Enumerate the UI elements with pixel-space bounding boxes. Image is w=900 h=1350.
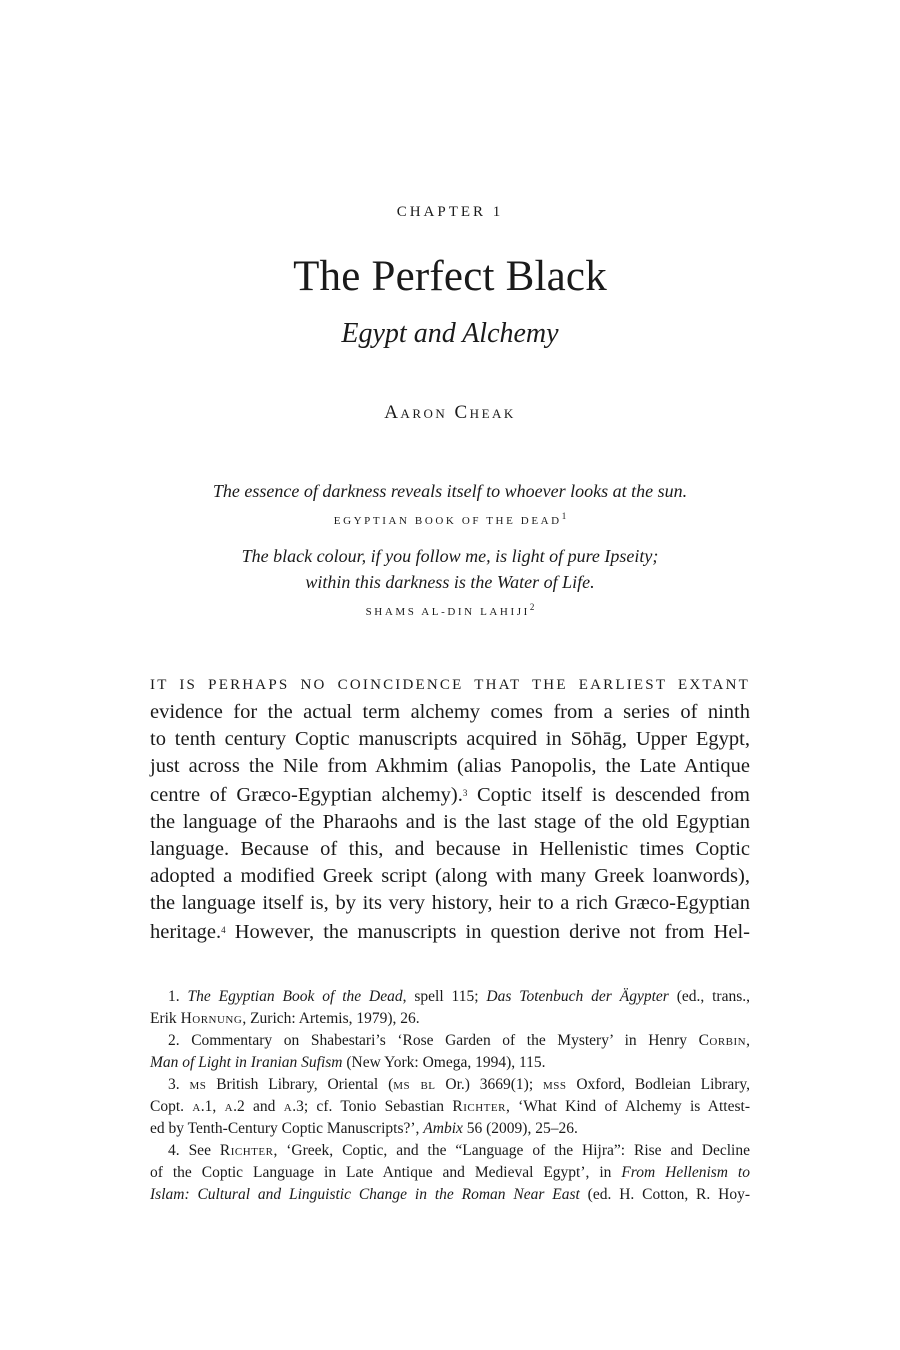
footnote-text: of the Coptic Language in Late Antique and Medieval Egypt’, in: [150, 1164, 622, 1181]
body-line: language. Because of this, and because in Hellenistic times Coptic: [150, 838, 750, 860]
footnote-author: Hornung: [180, 1010, 243, 1027]
footnote-number: 1.: [168, 988, 180, 1005]
footnote-text: Commentary on Shabestari’s ‘Rose Garden of the Mystery’ in Henry: [191, 1032, 699, 1049]
footnote-text: (ed., trans.,: [668, 988, 750, 1005]
footnote-abbrev: a: [283, 1098, 293, 1115]
body-line: adopted a modified Greek script (along with many Greek loanwords),: [150, 865, 750, 887]
footnote-text: , spell 115;: [402, 988, 487, 1005]
epigraph-source-text: EGYPTIAN BOOK OF THE DEAD: [333, 515, 562, 527]
body-line: the language itself is, by its very history, heir to a rich Græco-Egyptian: [150, 892, 750, 914]
footnote-text: .1,: [200, 1098, 225, 1115]
footnote-text: Oxford, Bodleian Library,: [566, 1076, 750, 1093]
footnote-1-line: [150, 986, 750, 1008]
footnote-text: .3; cf. Tonio Sebastian: [292, 1098, 453, 1115]
chapter-title: The Perfect Black: [293, 253, 607, 300]
epigraph-line: within this darkness is the Water of Life.: [305, 572, 595, 592]
footnote-text: ed by Tenth-Century Coptic Manuscripts?’,: [150, 1120, 424, 1137]
epigraph-source: [0, 597, 900, 622]
footnote-title: The Egyptian Book of the Dead: [187, 988, 403, 1005]
footnote-text: Erik: [150, 1010, 181, 1027]
body-line: the language of the Pharaohs and is the last stage of the old Egyptian: [150, 811, 750, 833]
footnote-number: 3.: [168, 1076, 180, 1093]
footnote-text: , ‘Greek, Coptic, and the “Language of the Hijra”: Rise and Decline: [273, 1142, 750, 1159]
body-line: just across the Nile from Akhmim (alias Panopolis, the Late Antique: [150, 755, 750, 777]
body-text: [150, 672, 750, 946]
footnote-text: See: [188, 1142, 220, 1159]
footnote-4-line: [150, 1184, 750, 1206]
footnote-text: Copt.: [150, 1098, 193, 1115]
footnote-ref: 3: [462, 788, 468, 798]
footnote-abbrev: a: [192, 1098, 201, 1115]
footnote-title: Islam: Cultural and Linguistic Change in the Roman Near East: [150, 1186, 580, 1203]
footnote-text: Or.) 3669(1);: [435, 1076, 543, 1093]
footnote-text: .2 and: [233, 1098, 284, 1115]
footnote-title: From Hellenism to: [621, 1164, 750, 1181]
body-text-run: Coptic itself is descended from: [467, 784, 750, 806]
footnote-title: Man of Light in Iranian Sufism: [150, 1054, 343, 1071]
body-line: [150, 780, 750, 809]
footnote-text: , Zurich: Artemis, 1979), 26.: [242, 1010, 420, 1027]
footnote-title: Das Totenbuch der Ägypter: [486, 988, 669, 1005]
body-lead-line: IT IS PERHAPS NO COINCIDENCE THAT THE EARLIEST EXTANT: [150, 677, 750, 693]
epigraph-source: [0, 506, 900, 531]
footnote-ref: 4: [221, 925, 226, 935]
footnote-abbrev: ms: [189, 1076, 207, 1093]
footnote-author: Richter: [452, 1098, 506, 1115]
footnote-title: Ambix: [423, 1120, 463, 1137]
footnote-ref: 1: [561, 511, 567, 521]
body-line: to tenth century Coptic manuscripts acquired in Sōhāg, Upper Egypt,: [150, 728, 750, 750]
footnote-abbrev: mss: [542, 1076, 567, 1093]
body-text-run: centre of Græco-Egyptian alchemy).: [150, 784, 463, 806]
footnote-2-line: [150, 1052, 750, 1074]
footnote-text: (ed. H. Cotton, R. Hoy-: [579, 1186, 750, 1203]
body-text-run: However, the manuscripts in question derive not from Hel-: [225, 921, 750, 943]
footnote-text: ,: [746, 1032, 751, 1049]
chapter-subtitle: Egypt and Alchemy: [341, 318, 559, 349]
body-line: [150, 917, 750, 946]
footnote-3-line: [150, 1096, 750, 1118]
footnote-3-line: [150, 1118, 750, 1140]
footnote-4-line: [150, 1140, 750, 1162]
footnote-3-line: [150, 1074, 750, 1096]
chapter-author: Aaron Cheak: [384, 402, 516, 423]
epigraph-line: The essence of darkness reveals itself to whoever looks at the sun.: [212, 481, 688, 501]
epigraph-1: [0, 478, 900, 531]
epigraphs: [0, 478, 900, 622]
footnote-author: Corbin: [698, 1032, 747, 1049]
footnote-abbrev: ms bl: [393, 1076, 436, 1093]
footnote-4-line: [150, 1162, 750, 1184]
footnote-number: 2.: [168, 1032, 180, 1049]
footnote-text: (New York: Omega, 1994), 115.: [342, 1054, 546, 1071]
epigraph-2: [0, 543, 900, 622]
footnotes: [150, 986, 750, 1206]
footnote-author: Richter: [219, 1142, 274, 1159]
footnote-ref: 2: [529, 602, 535, 612]
epigraph-line: The black colour, if you follow me, is light of pure Ipseity;: [241, 546, 659, 566]
body-line: evidence for the actual term alchemy comes from a series of ninth: [150, 701, 750, 723]
body-text-run: heritage.: [150, 921, 222, 943]
footnote-text: 56 (2009), 25–26.: [462, 1120, 578, 1137]
chapter-label: CHAPTER 1: [396, 204, 504, 220]
epigraph-source-text: SHAMS AL-DIN LAHIJI: [365, 606, 530, 618]
footnote-2-line: [150, 1030, 750, 1052]
footnote-1-line: [150, 1008, 750, 1030]
footnote-text: , ‘What Kind of Alchemy is Attest-: [505, 1098, 750, 1115]
footnote-abbrev: a: [224, 1098, 234, 1115]
footnote-text: British Library, Oriental (: [206, 1076, 394, 1093]
footnote-number: 4.: [168, 1142, 180, 1159]
